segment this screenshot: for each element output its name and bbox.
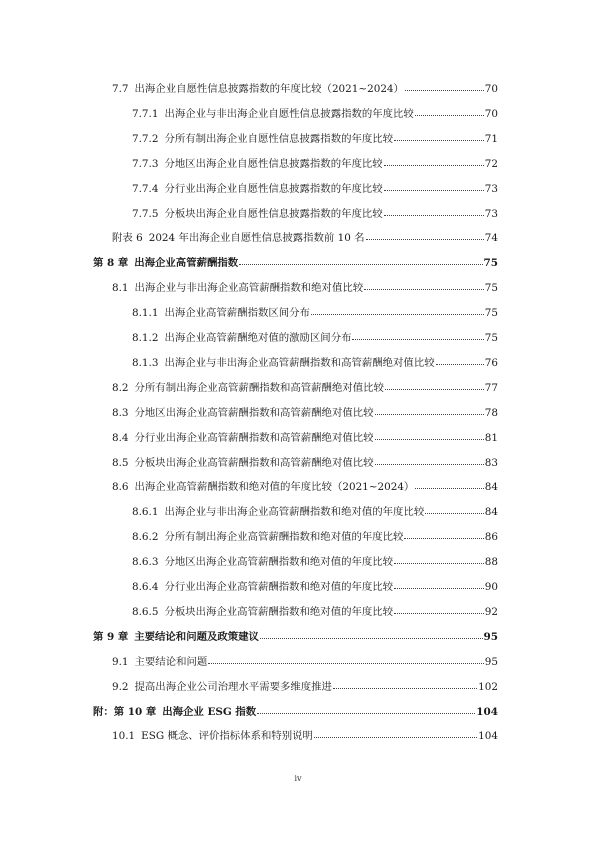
toc-entry-number: 8.6.5	[132, 605, 159, 618]
toc-entry[interactable]	[132, 356, 498, 370]
toc-entry-title: 主要结论和问题及政策建议	[134, 630, 259, 643]
toc-entry-number: 8.5	[112, 456, 129, 469]
toc-entry-page: 92	[484, 605, 498, 618]
toc-entry-title: 出海企业高管薪酬指数区间分布	[164, 307, 310, 320]
toc-entry-number: 第 8 章	[93, 257, 129, 270]
toc-entry-title: ESG 概念、评价指标体系和特别说明	[141, 730, 313, 743]
toc-entry[interactable]	[132, 132, 498, 146]
toc-entry-page: 71	[484, 132, 498, 145]
page-number: iv	[294, 774, 302, 783]
toc-entry-number: 7.7.2	[132, 132, 159, 145]
toc-entry-title: 分行业出海企业自愿性信息披露指数的年度比较	[164, 182, 383, 195]
toc-entry[interactable]	[132, 530, 498, 544]
toc-entry-number: 8.6.2	[132, 531, 159, 544]
toc-entry-number: 8.3	[112, 406, 129, 419]
toc-entry-number: 8.6.1	[132, 506, 159, 519]
toc-entry[interactable]	[132, 331, 498, 345]
dot-leader	[352, 331, 483, 340]
dot-leader	[394, 580, 484, 589]
toc-entry-title: 分行业出海企业高管薪酬指数和绝对值的年度比较	[164, 581, 394, 593]
toc-entry-number: 9.2	[112, 680, 129, 693]
toc-entry-title: 出海企业与非出海企业高管薪酬指数和绝对值比较	[134, 282, 364, 295]
toc-entry-number: 10.1	[112, 730, 136, 743]
toc-entry-number: 8.6.4	[132, 581, 159, 593]
toc-entry-page: 72	[484, 157, 498, 170]
toc-entry-title: 出海企业与非出海企业自愿性信息披露指数的年度比较	[164, 107, 414, 120]
toc-entry-title: 分地区出海企业自愿性信息披露指数的年度比较	[164, 157, 383, 170]
toc-entry-page: 75	[483, 257, 498, 270]
toc-entry-title: 出海企业高管薪酬指数和绝对值的年度比较（2021~2024）	[134, 481, 415, 494]
toc-entry-page: 84	[484, 481, 498, 494]
toc-entry[interactable]	[132, 505, 498, 519]
dot-leader	[257, 705, 475, 714]
dot-leader	[314, 729, 477, 738]
toc-entry-title: 分地区出海企业高管薪酬指数和绝对值的年度比较	[164, 556, 394, 569]
toc-entry-title: 出海企业 ESG 指数	[162, 705, 257, 718]
toc-entry-number: 8.1.3	[132, 356, 159, 369]
toc-entry-number: 8.4	[112, 431, 129, 444]
dot-leader	[425, 505, 484, 514]
toc-entry[interactable]	[132, 555, 498, 569]
toc-entry-number: 7.7.5	[132, 207, 159, 220]
toc-entry-number: 附：第 10 章	[93, 705, 157, 718]
toc-entry-number: 9.1	[112, 655, 129, 668]
toc-entry-page: 73	[484, 207, 498, 220]
toc-entry[interactable]	[112, 281, 498, 295]
toc-entry-page: 86	[484, 531, 498, 544]
toc-entry[interactable]	[112, 82, 498, 96]
toc-entry-title: 2024 年出海企业自愿性信息披露指数前 10 名	[148, 232, 365, 245]
dot-leader	[384, 182, 484, 191]
toc-entry-title: 提高出海企业公司治理水平需要多维度推进	[134, 680, 332, 693]
toc-entry-page: 73	[484, 182, 498, 195]
toc-entry-number: 7.7.4	[132, 182, 159, 195]
toc-entry[interactable]	[132, 580, 498, 594]
dot-leader	[311, 306, 484, 315]
toc-entry-number: 7.7.1	[132, 107, 159, 120]
toc-entry-page: 70	[484, 107, 498, 120]
toc-entry-page: 76	[484, 356, 498, 369]
dot-leader	[375, 431, 484, 440]
dot-leader	[384, 157, 484, 166]
toc-entry-title: 分行业出海企业高管薪酬指数和高管薪酬绝对值比较	[134, 431, 374, 444]
toc-entry[interactable]	[112, 406, 498, 420]
toc-entry-page: 78	[484, 406, 498, 419]
toc-entry-page: 75	[484, 307, 498, 320]
toc-entry-title: 分板块出海企业高管薪酬指数和高管薪酬绝对值比较	[134, 456, 374, 469]
toc-entry[interactable]	[132, 207, 498, 221]
dot-leader	[404, 530, 483, 539]
dot-leader	[366, 231, 484, 240]
toc-entry-page: 75	[484, 332, 498, 344]
dot-leader	[364, 281, 484, 290]
toc-entry-title: 出海企业与非出海企业高管薪酬指数和绝对值的年度比较	[164, 506, 425, 519]
toc-entry[interactable]	[93, 256, 498, 270]
toc-entry-page: 70	[484, 83, 498, 95]
toc-entry-page: 88	[484, 556, 498, 569]
toc-entry[interactable]	[132, 182, 498, 196]
toc-entry-title: 分板块出海企业自愿性信息披露指数的年度比较	[164, 207, 383, 220]
toc-entry-page: 95	[483, 630, 498, 643]
toc-entry-page: 77	[484, 381, 498, 394]
dot-leader	[375, 406, 484, 415]
toc-entry-page: 90	[484, 581, 498, 593]
toc-entry-number: 第 9 章	[93, 630, 129, 643]
toc-entry-number: 附表 6	[112, 232, 143, 245]
dot-leader	[208, 655, 484, 664]
toc-entry-page: 95	[484, 655, 498, 668]
toc-entry-number: 8.6	[112, 481, 129, 494]
toc-entry-number: 8.1	[112, 282, 129, 295]
toc-entry-title: 分地区出海企业高管薪酬指数和高管薪酬绝对值比较	[134, 406, 374, 419]
dot-leader	[436, 356, 484, 365]
toc-entry[interactable]	[112, 431, 498, 445]
dot-leader	[260, 630, 483, 639]
toc-entry[interactable]	[112, 655, 498, 669]
toc-entry-page: 75	[484, 282, 498, 295]
toc-entry-title: 分所有制出海企业自愿性信息披露指数的年度比较	[164, 132, 394, 145]
dot-leader	[394, 605, 484, 614]
toc-entry-title: 出海企业高管薪酬指数	[134, 257, 239, 270]
toc-entry-number: 8.1.1	[132, 307, 159, 320]
toc-entry[interactable]	[93, 630, 498, 644]
toc-entry[interactable]	[112, 480, 498, 494]
toc-entry-page: 104	[478, 730, 498, 743]
toc-entry[interactable]	[93, 705, 498, 719]
toc-entry-page: 84	[484, 506, 498, 519]
toc-entry[interactable]	[132, 107, 498, 121]
toc-entry-title: 分板块出海企业高管薪酬指数和绝对值的年度比较	[164, 605, 394, 618]
toc-entry-number: 8.1.2	[132, 332, 159, 344]
dot-leader	[375, 456, 484, 465]
toc-entry-number: 8.6.3	[132, 556, 159, 569]
dot-leader	[333, 680, 477, 689]
toc-entry-page: 102	[478, 680, 498, 693]
toc-entry-title: 出海企业自愿性信息披露指数的年度比较（2021~2024）	[134, 83, 404, 95]
dot-leader	[394, 132, 484, 141]
toc-entry[interactable]	[132, 605, 498, 619]
toc-entry-page: 74	[484, 232, 498, 245]
dot-leader	[415, 107, 484, 116]
dot-leader	[385, 381, 484, 390]
toc-entry-title: 出海企业与非出海企业高管薪酬指数和高管薪酬绝对值比较	[164, 356, 435, 369]
toc-entry-number: 7.7.3	[132, 157, 159, 170]
toc-entry[interactable]	[112, 729, 498, 743]
toc-entry-page: 81	[484, 431, 498, 444]
toc-entry[interactable]	[112, 381, 498, 395]
dot-leader	[239, 256, 482, 265]
toc-entry-page: 83	[484, 456, 498, 469]
toc-entry[interactable]	[112, 231, 498, 245]
dot-leader	[405, 82, 484, 91]
toc-entry-page: 104	[476, 705, 498, 718]
toc-entry-title: 出海企业高管薪酬绝对值的激励区间分布	[164, 332, 352, 344]
toc-entry-number: 8.2	[112, 381, 129, 394]
toc-entry[interactable]	[112, 456, 498, 470]
toc-entry[interactable]	[112, 680, 498, 694]
toc-entry[interactable]	[132, 157, 498, 171]
dot-leader	[384, 207, 484, 216]
toc-entry-title: 分所有制出海企业高管薪酬指数和绝对值的年度比较	[164, 531, 404, 544]
dot-leader	[394, 555, 484, 564]
toc-entry-number: 7.7	[112, 83, 129, 95]
dot-leader	[415, 480, 483, 489]
toc-entry-title: 分所有制出海企业高管薪酬指数和高管薪酬绝对值比较	[134, 381, 384, 394]
toc-entry[interactable]	[132, 306, 498, 320]
toc-entry-title: 主要结论和问题	[134, 655, 208, 668]
